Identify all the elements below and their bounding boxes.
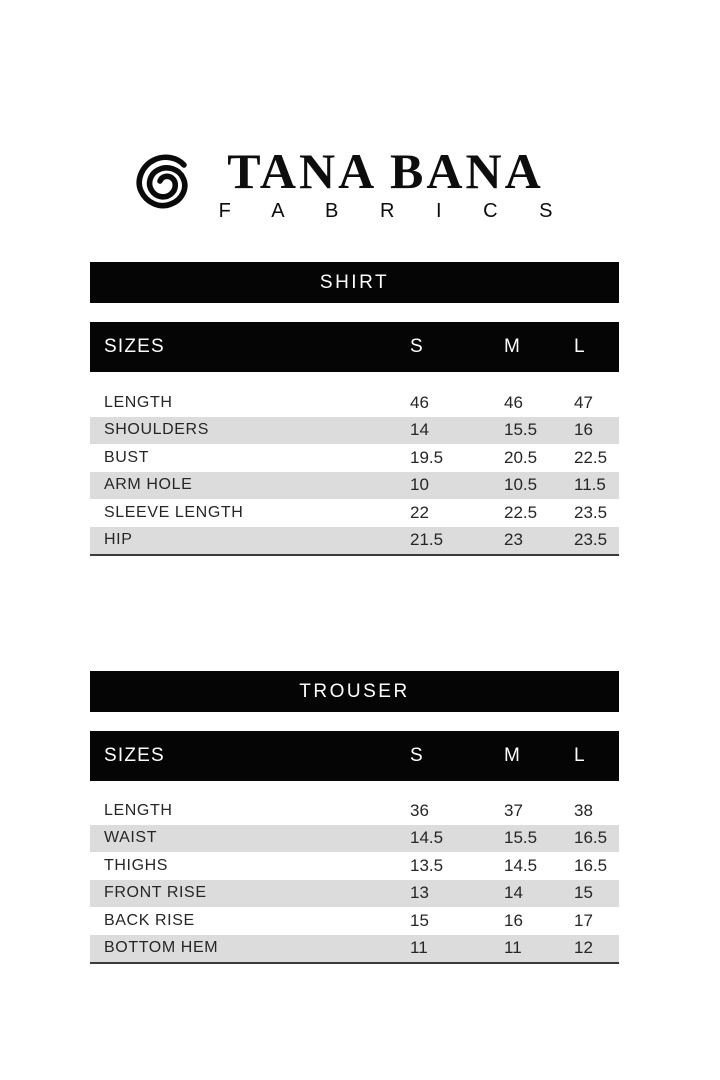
measurement-label: BUST [104, 448, 150, 466]
table-row [90, 907, 619, 935]
measurement-value-s: 19.5 [410, 447, 444, 467]
measurement-value-m: 22.5 [504, 502, 538, 522]
measurement-value-s: 14 [410, 420, 429, 440]
measurement-value-l: 16.5 [574, 828, 608, 848]
shirt-title-bar [90, 262, 619, 303]
measurement-label: THIGHS [104, 856, 169, 874]
size-column-s: S [410, 336, 424, 357]
sizes-header-label: SIZES [104, 336, 165, 357]
sizes-header-label: SIZES [104, 745, 165, 766]
measurement-value-l: 38 [574, 800, 593, 820]
table-row [90, 935, 619, 963]
measurement-value-m: 20.5 [504, 447, 538, 467]
measurement-value-l: 23.5 [574, 502, 608, 522]
trouser-measurements-table [90, 797, 619, 964]
size-column-s: S [410, 745, 424, 766]
measurement-label: SHOULDERS [104, 421, 209, 439]
brand-subtitle: F A B R I C S [218, 200, 571, 222]
shirt-title-label: SHIRT [319, 271, 390, 293]
measurement-value-m: 46 [504, 392, 523, 412]
measurement-value-l: 12 [574, 938, 593, 958]
shirt-sizes-header [90, 322, 619, 372]
measurement-value-m: 10.5 [504, 475, 538, 495]
measurement-label: BOTTOM HEM [104, 939, 219, 957]
measurement-value-l: 23.5 [574, 530, 608, 550]
table-row [90, 527, 619, 555]
measurement-value-s: 36 [410, 800, 429, 820]
table-row [90, 472, 619, 500]
measurement-value-s: 22 [410, 502, 429, 522]
table-row [90, 444, 619, 472]
table-row [90, 852, 619, 880]
measurement-value-m: 15.5 [504, 828, 538, 848]
trouser-title-bar [90, 671, 619, 712]
measurement-value-s: 15 [410, 910, 429, 930]
table-row [90, 499, 619, 527]
size-column-l: L [574, 745, 586, 766]
measurement-value-m: 15.5 [504, 420, 538, 440]
measurement-label: LENGTH [104, 393, 173, 411]
spiral-icon [134, 153, 192, 211]
measurement-value-s: 46 [410, 392, 429, 412]
trouser-title-label: TROUSER [299, 680, 410, 702]
measurement-value-s: 10 [410, 475, 429, 495]
table-row [90, 389, 619, 417]
measurement-value-l: 16.5 [574, 855, 608, 875]
measurement-value-s: 14.5 [410, 828, 444, 848]
brand-name: TANA BANA [227, 143, 544, 199]
measurement-value-s: 21.5 [410, 530, 444, 550]
measurement-label: SLEEVE LENGTH [104, 503, 244, 521]
measurement-value-m: 14.5 [504, 855, 538, 875]
measurement-label: WAIST [104, 829, 158, 847]
measurement-value-m: 23 [504, 530, 523, 550]
size-column-l: L [574, 336, 586, 357]
table-row [90, 825, 619, 853]
measurement-value-l: 15 [574, 883, 593, 903]
measurement-label: HIP [104, 531, 133, 549]
size-column-m: M [504, 745, 522, 766]
measurement-value-m: 14 [504, 883, 523, 903]
measurement-label: FRONT RISE [104, 884, 207, 902]
measurement-value-s: 13.5 [410, 855, 444, 875]
measurement-value-l: 11.5 [574, 475, 606, 495]
measurement-value-l: 16 [574, 420, 593, 440]
measurement-value-l: 17 [574, 910, 593, 930]
table-row [90, 880, 619, 908]
table-row [90, 417, 619, 445]
trouser-sizes-header [90, 731, 619, 781]
measurement-value-s: 13 [410, 883, 429, 903]
brand-logo [0, 143, 712, 223]
measurement-value-s: 11 [410, 938, 428, 958]
brand-text [201, 143, 571, 223]
measurement-value-m: 11 [504, 938, 522, 958]
measurement-label: BACK RISE [104, 911, 195, 929]
measurement-value-l: 47 [574, 392, 593, 412]
measurement-value-m: 37 [504, 800, 523, 820]
measurement-value-l: 22.5 [574, 447, 608, 467]
measurement-label: LENGTH [104, 801, 173, 819]
shirt-measurements-table [90, 389, 619, 556]
size-column-m: M [504, 336, 522, 357]
measurement-label: ARM HOLE [104, 476, 193, 494]
measurement-value-m: 16 [504, 910, 523, 930]
table-row [90, 797, 619, 825]
